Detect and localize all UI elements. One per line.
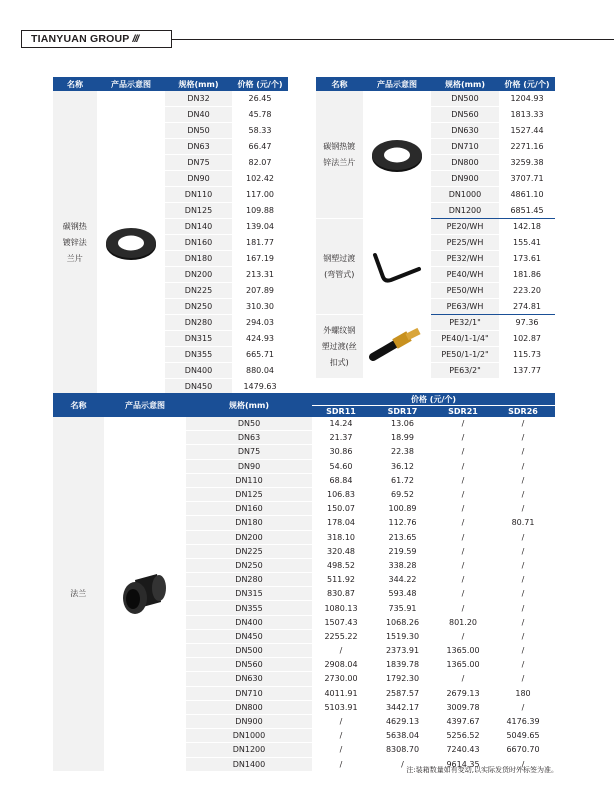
spec-cell: DN125 — [165, 203, 232, 219]
header-name: 名称 — [53, 393, 104, 417]
spec-cell: DN250 — [165, 299, 232, 315]
price-cell: 58.33 — [232, 123, 288, 139]
price-cell: 2730.00 — [312, 672, 370, 686]
spec-cell: DN75 — [186, 445, 312, 459]
sdr-header: SDR26 — [491, 406, 555, 418]
flange-ring-icon — [369, 135, 425, 175]
spec-cell: DN110 — [186, 473, 312, 487]
spec-cell: DN225 — [186, 544, 312, 558]
price-cell: / — [491, 445, 555, 459]
price-cell: 320.48 — [312, 544, 370, 558]
stub-flange-icon — [115, 568, 175, 620]
price-cell: / — [491, 601, 555, 615]
price-cell: / — [491, 502, 555, 516]
spec-cell: DN630 — [431, 123, 499, 139]
price-cell: 338.28 — [370, 558, 435, 572]
price-cell: 100.89 — [370, 502, 435, 516]
spec-cell: DN800 — [186, 700, 312, 714]
header-price: 价格 (元/个) — [232, 77, 288, 91]
price-cell: 4397.67 — [435, 714, 491, 728]
price-cell: 106.83 — [312, 487, 370, 501]
price-cell: 181.86 — [499, 267, 555, 283]
spec-cell: DN500 — [431, 91, 499, 107]
spec-cell: DN200 — [186, 530, 312, 544]
table-row — [53, 417, 555, 431]
spec-cell: DN63 — [165, 139, 232, 155]
spec-cell: PE63/WH — [431, 299, 499, 315]
price-cell: / — [312, 757, 370, 771]
price-cell: 6851.45 — [499, 203, 555, 219]
product-image — [104, 417, 186, 771]
spec-cell: DN180 — [165, 251, 232, 267]
price-cell: 2587.57 — [370, 686, 435, 700]
stub-flange-price-table — [53, 393, 555, 772]
price-cell: / — [491, 658, 555, 672]
price-cell: 61.72 — [370, 473, 435, 487]
price-cell: 735.91 — [370, 601, 435, 615]
price-cell: / — [435, 502, 491, 516]
spec-cell: DN110 — [165, 187, 232, 203]
price-cell: / — [491, 530, 555, 544]
price-cell: 2679.13 — [435, 686, 491, 700]
spec-cell: DN1200 — [431, 203, 499, 219]
spec-cell: PE50/WH — [431, 283, 499, 299]
price-cell: 1068.26 — [370, 615, 435, 629]
price-cell: / — [435, 530, 491, 544]
price-cell: / — [491, 615, 555, 629]
spec-cell: DN450 — [186, 629, 312, 643]
price-cell: / — [491, 700, 555, 714]
product-image — [97, 91, 165, 395]
header-name: 名称 — [53, 77, 97, 91]
price-cell: / — [435, 629, 491, 643]
price-cell: / — [435, 558, 491, 572]
price-cell: 7240.43 — [435, 743, 491, 757]
price-cell: / — [435, 544, 491, 558]
sdr-header: SDR21 — [435, 406, 491, 418]
spec-cell: PE25/WH — [431, 235, 499, 251]
spec-cell: DN450 — [165, 379, 232, 395]
price-cell: / — [435, 487, 491, 501]
price-cell: 54.60 — [312, 459, 370, 473]
price-cell: 2271.16 — [499, 139, 555, 155]
price-cell: / — [370, 757, 435, 771]
price-cell: 294.03 — [232, 315, 288, 331]
spec-cell: DN160 — [165, 235, 232, 251]
price-cell: 498.52 — [312, 558, 370, 572]
spec-cell: DN1400 — [186, 757, 312, 771]
spec-cell: DN40 — [165, 107, 232, 123]
price-cell: 2255.22 — [312, 629, 370, 643]
price-cell: 181.77 — [232, 235, 288, 251]
spec-cell: DN160 — [186, 502, 312, 516]
price-cell: 1365.00 — [435, 644, 491, 658]
price-cell: 102.42 — [232, 171, 288, 187]
product-name: 法兰 — [53, 417, 104, 771]
price-cell: 155.41 — [499, 235, 555, 251]
table-row — [316, 219, 555, 235]
price-cell: 9614.35 — [435, 757, 491, 771]
spec-cell: DN280 — [165, 315, 232, 331]
spec-cell: DN315 — [186, 587, 312, 601]
price-cell: 207.89 — [232, 283, 288, 299]
spec-cell: DN710 — [431, 139, 499, 155]
price-cell: / — [491, 587, 555, 601]
brand-logo — [21, 30, 172, 48]
header-spec: 规格(mm) — [431, 77, 499, 91]
price-cell: 173.61 — [499, 251, 555, 267]
price-cell: 5103.91 — [312, 700, 370, 714]
header-spec: 规格(mm) — [165, 77, 232, 91]
price-cell: 4011.91 — [312, 686, 370, 700]
price-cell: 213.65 — [370, 530, 435, 544]
sdr-header: SDR11 — [312, 406, 370, 418]
price-cell: / — [435, 459, 491, 473]
price-cell: 1507.43 — [312, 615, 370, 629]
spec-cell: DN355 — [165, 347, 232, 363]
price-cell: 3707.71 — [499, 171, 555, 187]
price-cell: / — [435, 587, 491, 601]
price-cell: 2908.04 — [312, 658, 370, 672]
threaded-adapter-icon — [369, 327, 425, 367]
spec-cell: DN630 — [186, 672, 312, 686]
price-cell: 180 — [491, 686, 555, 700]
product-name: 碳钢热镀锌法兰片 — [53, 91, 97, 395]
price-cell: 167.19 — [232, 251, 288, 267]
price-cell: / — [491, 417, 555, 431]
table-header-row — [53, 393, 555, 406]
price-cell: 69.52 — [370, 487, 435, 501]
spec-cell: DN225 — [165, 283, 232, 299]
spec-cell: PE63/2" — [431, 363, 499, 379]
spec-cell: DN180 — [186, 516, 312, 530]
sdr-header: SDR17 — [370, 406, 435, 418]
price-cell: 3009.78 — [435, 700, 491, 714]
table-row — [316, 315, 555, 331]
spec-cell: DN1000 — [431, 187, 499, 203]
footnote: 注:装箱数量如有变动,以实际发货时外标签为准。 — [406, 766, 558, 774]
header-rule — [172, 39, 614, 40]
header-price: 价格 (元/个) — [499, 77, 555, 91]
price-cell: 80.71 — [491, 516, 555, 530]
price-cell: / — [312, 644, 370, 658]
price-cell: 3259.38 — [499, 155, 555, 171]
price-cell: / — [491, 629, 555, 643]
header-image: 产品示意图 — [363, 77, 431, 91]
price-cell: 45.78 — [232, 107, 288, 123]
price-cell: 137.77 — [499, 363, 555, 379]
price-cell: 3442.17 — [370, 700, 435, 714]
spec-cell: DN280 — [186, 573, 312, 587]
price-cell: 1792.30 — [370, 672, 435, 686]
price-cell: 801.20 — [435, 615, 491, 629]
price-cell: 830.87 — [312, 587, 370, 601]
price-cell: 30.86 — [312, 445, 370, 459]
price-cell: / — [435, 445, 491, 459]
price-cell: / — [435, 573, 491, 587]
header-price: 价格 (元/个) — [312, 393, 555, 406]
price-cell: 1204.93 — [499, 91, 555, 107]
price-cell: 6670.70 — [491, 743, 555, 757]
spec-cell: DN560 — [431, 107, 499, 123]
flange-plate-price-table — [53, 77, 288, 395]
price-cell: 13.06 — [370, 417, 435, 431]
spec-cell: DN710 — [186, 686, 312, 700]
price-cell: / — [435, 417, 491, 431]
price-cell: / — [491, 473, 555, 487]
price-cell: / — [435, 473, 491, 487]
price-cell: 424.93 — [232, 331, 288, 347]
price-cell: 4176.39 — [491, 714, 555, 728]
header-name: 名称 — [316, 77, 363, 91]
flange-ring-icon — [103, 223, 159, 263]
price-cell: 1813.33 — [499, 107, 555, 123]
price-cell: 665.71 — [232, 347, 288, 363]
price-cell: 139.04 — [232, 219, 288, 235]
spec-cell: DN315 — [165, 331, 232, 347]
spec-cell: DN250 — [186, 558, 312, 572]
price-cell: 5049.65 — [491, 729, 555, 743]
price-cell: 1519.30 — [370, 629, 435, 643]
price-cell: / — [491, 644, 555, 658]
spec-cell: PE20/WH — [431, 219, 499, 235]
price-cell: / — [435, 601, 491, 615]
price-cell: / — [491, 558, 555, 572]
price-cell: 14.24 — [312, 417, 370, 431]
spec-cell: DN125 — [186, 487, 312, 501]
bent-pipe-icon — [369, 247, 425, 287]
price-cell: 22.38 — [370, 445, 435, 459]
spec-cell: DN32 — [165, 91, 232, 107]
price-cell: 18.99 — [370, 431, 435, 445]
price-cell: / — [491, 672, 555, 686]
spec-cell: DN1200 — [186, 743, 312, 757]
price-cell: / — [312, 743, 370, 757]
product-name: 外螺纹钢塑过渡(丝扣式) — [316, 315, 363, 379]
price-cell: 8308.70 — [370, 743, 435, 757]
price-cell: 593.48 — [370, 587, 435, 601]
spec-cell: DN90 — [186, 459, 312, 473]
price-cell: 142.18 — [499, 219, 555, 235]
price-cell: / — [491, 573, 555, 587]
price-cell: 150.07 — [312, 502, 370, 516]
price-cell: 5256.52 — [435, 729, 491, 743]
header-spec: 规格(mm) — [186, 393, 312, 417]
price-cell: 213.31 — [232, 267, 288, 283]
brand-slash-icon: /// — [132, 33, 139, 45]
price-cell: / — [491, 459, 555, 473]
price-cell: 344.22 — [370, 573, 435, 587]
price-cell: / — [491, 487, 555, 501]
spec-cell: DN63 — [186, 431, 312, 445]
price-cell: 102.87 — [499, 331, 555, 347]
price-cell: / — [435, 516, 491, 530]
spec-cell: DN1000 — [186, 729, 312, 743]
price-cell: 274.81 — [499, 299, 555, 315]
price-cell: 880.04 — [232, 363, 288, 379]
product-image — [363, 315, 431, 379]
table-row — [53, 91, 288, 107]
header-image: 产品示意图 — [97, 77, 165, 91]
price-cell: 36.12 — [370, 459, 435, 473]
price-cell: 115.73 — [499, 347, 555, 363]
spec-cell: DN90 — [165, 171, 232, 187]
product-image — [363, 91, 431, 219]
spec-cell: DN50 — [186, 417, 312, 431]
spec-cell: DN400 — [165, 363, 232, 379]
spec-cell: PE40/1-1/4" — [431, 331, 499, 347]
spec-cell: DN400 — [186, 615, 312, 629]
price-cell: 117.00 — [232, 187, 288, 203]
price-cell: 1527.44 — [499, 123, 555, 139]
price-cell: 66.47 — [232, 139, 288, 155]
price-cell: 4629.13 — [370, 714, 435, 728]
spec-cell: DN800 — [431, 155, 499, 171]
price-cell: 112.76 — [370, 516, 435, 530]
spec-cell: DN140 — [165, 219, 232, 235]
product-image — [363, 219, 431, 315]
spec-cell: DN355 — [186, 601, 312, 615]
price-cell: 82.07 — [232, 155, 288, 171]
price-cell: / — [435, 431, 491, 445]
price-cell: 26.45 — [232, 91, 288, 107]
product-name: 钢塑过渡(弯管式) — [316, 219, 363, 315]
spec-cell: PE32/1" — [431, 315, 499, 331]
table-header-row — [53, 77, 288, 91]
price-cell: / — [491, 757, 555, 771]
price-cell: / — [491, 544, 555, 558]
price-cell: 223.20 — [499, 283, 555, 299]
price-cell: 318.10 — [312, 530, 370, 544]
table-header-row — [316, 77, 555, 91]
price-cell: 1479.63 — [232, 379, 288, 395]
brand-name: TIANYUAN GROUP — [31, 33, 130, 45]
price-cell: 2373.91 — [370, 644, 435, 658]
price-cell: 1365.00 — [435, 658, 491, 672]
price-cell: 4861.10 — [499, 187, 555, 203]
spec-cell: DN50 — [165, 123, 232, 139]
price-cell: 68.84 — [312, 473, 370, 487]
spec-cell: PE50/1-1/2" — [431, 347, 499, 363]
price-cell: / — [435, 672, 491, 686]
price-cell: 5638.04 — [370, 729, 435, 743]
price-cell: / — [312, 714, 370, 728]
price-cell: 310.30 — [232, 299, 288, 315]
price-cell: 1839.78 — [370, 658, 435, 672]
transition-price-table — [316, 77, 555, 379]
spec-cell: DN500 — [186, 644, 312, 658]
spec-cell: PE40/WH — [431, 267, 499, 283]
price-cell: / — [312, 729, 370, 743]
spec-cell: DN900 — [186, 714, 312, 728]
price-cell: 21.37 — [312, 431, 370, 445]
spec-cell: DN900 — [431, 171, 499, 187]
table-row — [316, 91, 555, 107]
price-cell: 511.92 — [312, 573, 370, 587]
price-cell: 219.59 — [370, 544, 435, 558]
product-name: 碳钢热镀锌法兰片 — [316, 91, 363, 219]
header-image: 产品示意图 — [104, 393, 186, 417]
spec-cell: PE32/WH — [431, 251, 499, 267]
price-cell: 178.04 — [312, 516, 370, 530]
spec-cell: DN75 — [165, 155, 232, 171]
spec-cell: DN560 — [186, 658, 312, 672]
spec-cell: DN200 — [165, 267, 232, 283]
price-cell: 97.36 — [499, 315, 555, 331]
price-cell: / — [491, 431, 555, 445]
price-cell: 109.88 — [232, 203, 288, 219]
price-cell: 1080.13 — [312, 601, 370, 615]
